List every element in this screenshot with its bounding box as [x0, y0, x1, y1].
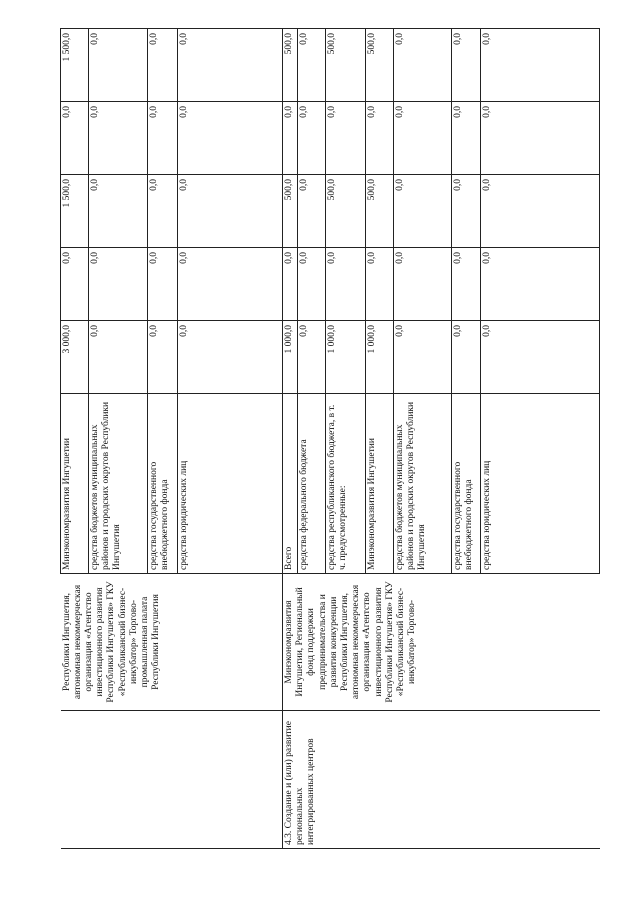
value-cell: 0,0 — [178, 175, 283, 248]
value-cell: 0,0 — [394, 248, 452, 321]
value-cell: 0,0 — [283, 248, 298, 321]
value-cell: 0,0 — [452, 248, 481, 321]
value-cell: 0,0 — [452, 175, 481, 248]
funding-source-cell: средства государственного внебюджетного фонда — [452, 394, 481, 574]
value-cell: 0,0 — [89, 29, 148, 102]
funding-source-cell: средства юридических лиц — [178, 394, 283, 574]
value-cell: 0,0 — [452, 321, 481, 394]
funding-source-cell: Минэкономразвития Ингушетии — [61, 394, 89, 574]
value-cell: 0,0 — [452, 102, 481, 175]
value-cell: 0,0 — [61, 102, 89, 175]
funding-source-cell: средства федерального бюджета — [298, 394, 326, 574]
event-name-cell: 4.3. Создание и (или) развитие региональных интегрированных центров — [283, 711, 600, 849]
value-cell: 0,0 — [89, 248, 148, 321]
value-cell: 1 500,0 — [61, 175, 89, 248]
funding-source-cell: средства бюджетов муниципальных районов и городских округов Республики Ингушетия — [89, 394, 148, 574]
value-cell: 0,0 — [283, 102, 298, 175]
value-cell: 0,0 — [366, 248, 394, 321]
table-row — [61, 29, 89, 849]
value-cell: 0,0 — [394, 175, 452, 248]
funding-source-cell: средства бюджетов муниципальных районов и городских округов Республики Ингушетия — [394, 394, 452, 574]
value-cell: 0,0 — [148, 248, 178, 321]
funding-source-cell: средства государственного внебюджетного фонда — [148, 394, 178, 574]
value-cell: 0,0 — [298, 29, 326, 102]
value-cell: 0,0 — [89, 102, 148, 175]
value-cell: 0,0 — [89, 321, 148, 394]
value-cell: 0,0 — [481, 248, 600, 321]
value-cell: 1 000,0 — [283, 321, 298, 394]
value-cell: 0,0 — [326, 248, 366, 321]
value-cell: 500,0 — [326, 175, 366, 248]
value-cell: 500,0 — [366, 29, 394, 102]
value-cell: 0,0 — [148, 321, 178, 394]
funding-source-cell: средства республиканского бюджета, в т. ч. предусмотренные: — [326, 394, 366, 574]
executors-cell: Республики Ингушетия, автономная некоммерческая организация «Агентство инвестиционного развития Республики Ингушетия» ГКУ «Республиканский бизнес-инкубатор» Торгово-промышленная палата Республики Ингушетия — [61, 574, 283, 711]
value-cell: 500,0 — [366, 175, 394, 248]
value-cell: 500,0 — [283, 29, 298, 102]
table-row — [283, 29, 298, 849]
value-cell: 0,0 — [178, 321, 283, 394]
value-cell: 0,0 — [298, 102, 326, 175]
value-cell: 1 000,0 — [326, 321, 366, 394]
value-cell: 3 000,0 — [61, 321, 89, 394]
value-cell: 0,0 — [178, 102, 283, 175]
value-cell: 0,0 — [298, 175, 326, 248]
value-cell: 0,0 — [481, 321, 600, 394]
value-cell: 0,0 — [61, 248, 89, 321]
executors-cell: Минэкономразвития Ингушетии, Региональный фонд поддержки предпринимательства и развития конкуренции Республики Ингушетия, автономная некоммерческая организация «Агентство инвестиционного развития Республики Ингушетия» ГКУ «Республиканский бизнес-инкубатор» Торгово- — [283, 574, 600, 711]
value-cell: 0,0 — [394, 321, 452, 394]
funding-table — [60, 28, 600, 849]
value-cell: 0,0 — [366, 102, 394, 175]
funding-source-cell: средства юридических лиц — [481, 394, 600, 574]
program-funding-table-page — [60, 29, 580, 849]
event-name-cell — [61, 711, 283, 849]
value-cell: 0,0 — [394, 102, 452, 175]
value-cell: 0,0 — [298, 248, 326, 321]
funding-source-cell: Минэкономразвития Ингушетии — [366, 394, 394, 574]
value-cell: 0,0 — [452, 29, 481, 102]
value-cell: 1 000,0 — [366, 321, 394, 394]
funding-source-cell: Всего — [283, 394, 298, 574]
value-cell: 1 500,0 — [61, 29, 89, 102]
value-cell: 0,0 — [178, 29, 283, 102]
value-cell: 0,0 — [148, 175, 178, 248]
value-cell: 0,0 — [481, 29, 600, 102]
value-cell: 500,0 — [326, 29, 366, 102]
value-cell: 0,0 — [326, 102, 366, 175]
value-cell: 0,0 — [89, 175, 148, 248]
value-cell: 0,0 — [481, 102, 600, 175]
value-cell: 0,0 — [148, 29, 178, 102]
value-cell: 0,0 — [178, 248, 283, 321]
value-cell: 0,0 — [481, 175, 600, 248]
value-cell: 0,0 — [148, 102, 178, 175]
value-cell: 0,0 — [394, 29, 452, 102]
value-cell: 500,0 — [283, 175, 298, 248]
value-cell: 0,0 — [298, 321, 326, 394]
